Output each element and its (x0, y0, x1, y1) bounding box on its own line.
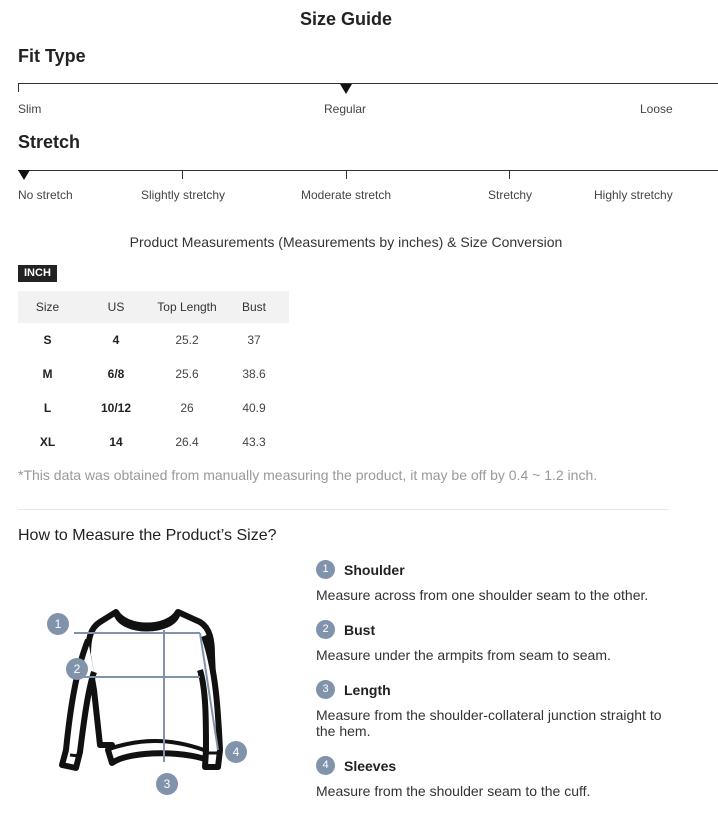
size-cell: S (43, 333, 52, 347)
table-header-row (18, 291, 289, 323)
measure-item-sleeves (316, 756, 669, 799)
number-badge-icon: 4 (316, 756, 335, 775)
measure-item-shoulder (316, 560, 669, 603)
fit-type-pointer-icon (340, 84, 352, 94)
stretch-label-none: No stretch (18, 188, 73, 202)
sweater-illustration-icon (40, 600, 260, 800)
top-length-cell: 26 (180, 401, 194, 415)
bust-cell: 43.3 (242, 435, 266, 449)
marker-3-icon: 3 (156, 773, 178, 795)
column-header: Top Length (155, 291, 219, 323)
measure-description: Measure under the armpits from seam to seam. (316, 647, 611, 663)
stretch-label-moderate: Moderate stretch (301, 188, 392, 202)
number-badge-icon: 2 (316, 620, 335, 639)
fit-type-label-regular: Regular (324, 102, 367, 116)
fit-type-heading: Fit Type (18, 46, 86, 66)
size-cell: L (43, 401, 52, 415)
number-badge-icon: 1 (316, 560, 335, 579)
size-cell: XL (39, 435, 56, 449)
table-row (18, 323, 289, 357)
us-cell: 6/8 (107, 367, 125, 381)
stretch-pointer-icon (18, 170, 30, 180)
unit-badge[interactable]: INCH (18, 265, 57, 282)
size-cell: M (42, 367, 53, 381)
column-header: US (77, 291, 155, 323)
page-title: Size Guide (299, 9, 393, 29)
column-header: Bust (219, 291, 289, 323)
marker-4-icon: 4 (225, 741, 247, 763)
stretch-tick-stretchy (509, 170, 510, 179)
fit-type-label-loose: Loose (640, 102, 673, 116)
measurement-note: *This data was obtained from manually measuring the product, it may be off by 0.4 ~ 1.2 inch. (18, 467, 598, 483)
measure-name: Sleeves (344, 757, 397, 774)
measure-name: Length (344, 681, 391, 698)
fit-type-scale (18, 83, 718, 84)
measurements-heading: Product Measurements (Measurements by inches) & Size Conversion (129, 234, 563, 250)
column-header: Size (18, 291, 77, 323)
stretch-scale (18, 170, 718, 171)
measure-name: Bust (344, 621, 376, 638)
measure-name: Shoulder (344, 561, 405, 578)
bust-cell: 37 (247, 333, 261, 347)
marker-1-icon: 1 (47, 613, 69, 635)
measure-description: Measure from the shoulder seam to the cuff. (316, 783, 591, 799)
stretch-heading: Stretch (18, 132, 81, 152)
stretch-tick-moderate (346, 170, 347, 179)
stretch-label-highly: Highly stretchy (594, 188, 673, 202)
us-cell: 4 (112, 333, 120, 347)
fit-type-label-slim: Slim (18, 102, 42, 116)
size-table (18, 291, 289, 459)
measure-item-bust (316, 620, 669, 663)
us-cell: 14 (109, 435, 123, 449)
how-to-measure-heading: How to Measure the Product’s Size? (18, 527, 277, 544)
measure-item-length (316, 680, 669, 739)
bust-cell: 38.6 (242, 367, 266, 381)
top-length-cell: 25.6 (175, 367, 199, 381)
bust-cell: 40.9 (242, 401, 266, 415)
us-cell: 10/12 (100, 401, 132, 415)
table-row (18, 357, 289, 391)
stretch-label-slightly: Slightly stretchy (141, 188, 226, 202)
top-length-cell: 25.2 (175, 333, 199, 347)
fit-type-tick-slim (18, 83, 19, 92)
top-length-cell: 26.4 (175, 435, 199, 449)
marker-2-icon: 2 (66, 658, 88, 680)
number-badge-icon: 3 (316, 680, 335, 699)
table-row (18, 391, 289, 425)
stretch-label-stretchy: Stretchy (488, 188, 533, 202)
divider (18, 509, 669, 510)
measure-description: Measure across from one shoulder seam to the other. (316, 587, 649, 603)
table-row (18, 425, 289, 459)
measure-description: Measure from the shoulder-collateral junction straight to the hem. (316, 707, 662, 739)
stretch-tick-slightly (182, 170, 183, 179)
